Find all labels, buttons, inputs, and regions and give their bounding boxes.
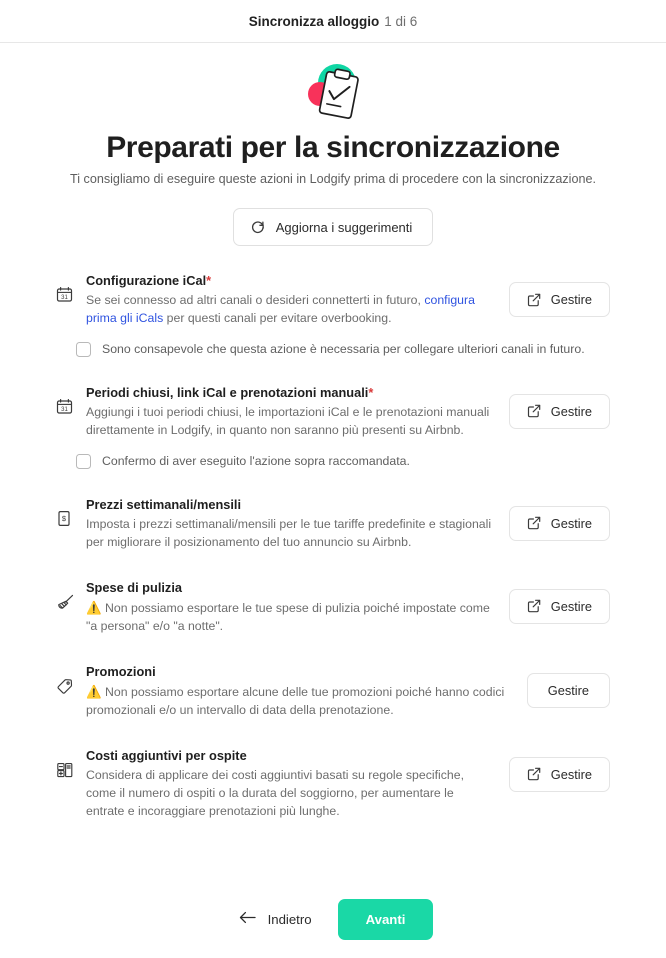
external-link-icon [527,767,541,781]
required-asterisk: * [368,384,374,400]
svg-text:31: 31 [61,406,68,413]
refresh-suggestions-button[interactable] [233,208,434,246]
manage-button-cleaning-fees[interactable] [509,589,610,624]
suggestion-title [86,384,495,401]
suggestion-title [86,272,495,289]
tag-icon [56,663,86,695]
suggestion-item-promotions [56,663,610,720]
wizard-header [0,0,666,43]
desc-before-text: Se sei connesso ad altri canali o desideri connetterti in futuro, [86,293,425,308]
refresh-suggestions-label: Aggiorna i suggerimenti [275,219,413,235]
suggestion-title [86,747,495,764]
calendar-icon [56,272,86,303]
page-title: Sincronizza alloggio [248,13,380,29]
suggestion-action [509,272,610,317]
suggestion-title-text: Prezzi settimanali/mensili [86,496,242,512]
back-button[interactable] [233,901,318,937]
manage-button-ical-setup[interactable] [509,282,610,317]
spacer [56,552,610,579]
required-asterisk: * [206,273,212,288]
suggestion-title-text: Spese di pulizia [86,579,183,595]
refresh-suggestions-row [0,208,666,246]
acknowledge-checkbox-closed-periods[interactable] [76,454,91,469]
warning-icon: ⚠️ [86,684,102,699]
manage-button-weekly-monthly-prices[interactable] [509,506,610,541]
desc-text: Non possiamo esportare alcune delle tue promozioni poiché hanno codici promozionali e/o un intervallo di data della prenotazione. [86,684,505,717]
suggestion-body [86,579,509,636]
suggestion-action [509,747,610,792]
manage-button-promotions[interactable] [527,673,610,708]
clipboard-check-logo [293,61,373,123]
suggestion-item-ical-setup [56,272,610,328]
refresh-icon [250,219,266,235]
suggestion-action [527,663,610,708]
spacer [56,357,610,384]
manage-button-closed-periods[interactable] [509,394,610,429]
external-link-icon [527,599,541,613]
step-indicator: 1 di 6 [384,13,418,29]
svg-text:31: 31 [61,295,68,301]
suggestion-body [86,747,509,821]
spacer [56,469,610,496]
acknowledge-checkbox-label-ical: Sono consapevole che questa azione è necessaria per collegare ulteriori canali in futuro. [102,342,585,357]
suggestion-description: Imposta i prezzi settimanali/mensili per le tue tariffe predefinite e stagionali per migliorare il posizionamento del tuo annuncio su Airbnb. [86,517,492,549]
price-tag-receipt-icon [56,496,86,527]
suggestion-item-closed-periods [56,384,610,440]
arrow-left-icon [239,911,256,927]
suggestion-title-text: Periodi chiusi, link iCal e prenotazioni manuali [86,384,369,400]
suggestion-title-text: Configurazione iCal [86,273,207,288]
configure-icals-link[interactable]: configura prima gli iCals [86,293,475,326]
svg-text:$: $ [61,513,67,523]
next-button[interactable]: Avanti [338,899,434,940]
external-link-icon [527,516,541,530]
suggestion-action [509,384,610,429]
wizard-footer [0,880,666,958]
suggestion-item-extra-guest-fees [56,747,610,821]
desc-after-text: per questi canali per evitare overbooking. [163,311,392,326]
manage-button-extra-guest-fees[interactable] [509,757,610,792]
manage-button-label: Gestire [550,292,592,307]
suggestion-item-weekly-monthly-prices [56,496,610,552]
hero-subtitle: Ti consigliamo di eseguire queste azioni in Lodgify prima di procedere con la sincronizzazione. [70,172,596,186]
suggestion-body [86,272,509,328]
suggestion-title-text: Promozioni [86,663,156,679]
suggestion-body [86,384,509,440]
suggestion-description [86,292,495,328]
manage-button-label: Gestire [550,598,592,614]
acknowledge-checkbox-label-closed-periods: Confermo di aver eseguito l'azione sopra raccomandata. [102,454,410,469]
suggestion-title [86,663,513,680]
back-button-label: Indietro [267,911,312,927]
manage-button-label: Gestire [550,403,592,419]
acknowledge-checkbox-ical[interactable] [76,342,91,357]
external-link-icon [527,293,541,307]
spacer [56,636,610,663]
calendar-icon [56,384,86,415]
external-link-icon [527,404,541,418]
suggestion-title-text: Costi aggiuntivi per ospite [86,747,247,763]
suggestion-title [86,579,495,596]
suggestion-description: Considera di applicare dei costi aggiuntivi basati su regole specifiche, come il numero di ospiti o la durata del soggiorno, per aumentare le entrate e incoraggiare prenotazioni più lunghe. [86,767,465,818]
suggestion-body [86,663,527,720]
suggestion-description: Aggiungi i tuoi periodi chiusi, le importazioni iCal e le prenotazioni manuali direttamente in Lodgify, in quanto non saranno più presenti su Airbnb. [86,405,490,438]
suggestions-list [0,272,666,820]
manage-button-label: Gestire [550,766,592,782]
acknowledge-checkbox-row-ical [76,342,610,357]
suggestion-action [509,496,610,541]
manage-button-label: Gestire [550,515,592,531]
suggestion-body [86,496,509,552]
suggestion-description [86,599,495,636]
hero-section [0,43,666,186]
suggestion-action [509,579,610,624]
warning-icon: ⚠️ [86,601,102,616]
spacer [56,720,610,747]
hero-title: Preparati per la sincronizzazione [106,131,560,164]
acknowledge-checkbox-row-closed-periods [76,454,610,469]
suggestion-item-cleaning-fees [56,579,610,636]
suggestion-title [86,496,495,513]
manage-button-label: Gestire [547,682,589,698]
calculator-icon [56,747,86,779]
broom-icon [56,579,86,612]
desc-text: Non possiamo esportare le tue spese di pulizia poiché impostate come "a persona" e/o "a notte". [86,601,490,633]
suggestion-description [86,683,513,720]
